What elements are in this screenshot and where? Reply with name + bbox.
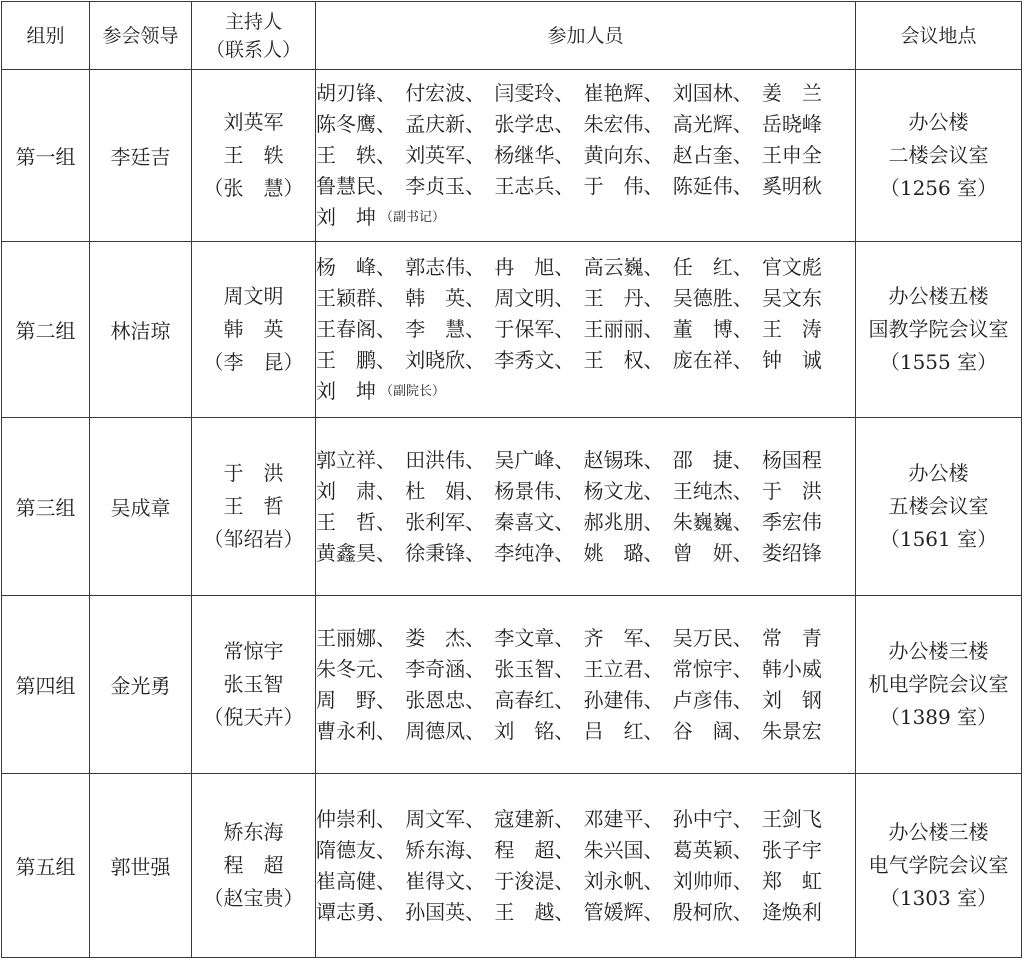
- participant-name: 曾 妍、: [672, 540, 753, 565]
- table-row: [2, 774, 1022, 958]
- participant-name: 娄绍锋: [761, 540, 822, 565]
- participant-name: 高光辉、: [672, 112, 753, 136]
- participant-line: [316, 140, 822, 171]
- table-body: [2, 70, 1022, 958]
- participant-name: 田洪伟、: [405, 447, 486, 472]
- participant-name: 刘 坤: [316, 205, 376, 229]
- participant-name: 王立君、: [583, 656, 664, 681]
- host-name: 程 超: [223, 853, 284, 877]
- participant-name: 王颖群、: [316, 286, 396, 310]
- location-line: （1389 室）: [879, 705, 998, 729]
- participant-name: 王 越、: [494, 899, 575, 924]
- host-name: 王 哲: [223, 494, 284, 518]
- participant-name: 孙建伟、: [583, 687, 664, 712]
- participant-name: 吕 红、: [583, 718, 664, 743]
- participant-name: 王 哲、: [316, 509, 396, 534]
- participant-name: 鲁慧民、: [316, 174, 396, 198]
- participant-name: 寇建新、: [494, 806, 575, 831]
- location-line: 办公楼五楼: [888, 284, 989, 308]
- participants-cell: [316, 774, 856, 958]
- participant-name: 崔艳辉、: [583, 81, 664, 105]
- participant-line: [316, 476, 822, 507]
- location-line: （1555 室）: [879, 350, 998, 374]
- participant-line: [316, 538, 822, 569]
- location-line: 办公楼三楼: [888, 820, 989, 844]
- leader-cell: 吴成章: [90, 418, 192, 596]
- participant-name: 庞在祥、: [672, 348, 753, 372]
- participant-name: 杨 峰、: [316, 255, 396, 279]
- participant-name: 王 轶、: [316, 143, 396, 167]
- participant-line: [316, 345, 822, 376]
- participant-name: 杜 娟、: [405, 478, 486, 503]
- participant-name: 王 涛: [761, 317, 822, 341]
- header-group: 组别: [2, 2, 90, 70]
- participant-name: 于 伟、: [583, 174, 664, 198]
- participant-name: 张利军、: [405, 509, 486, 534]
- table-row: [2, 70, 1022, 242]
- participant-name: 逄焕利: [761, 899, 822, 924]
- location-line: 国教学院会议室: [868, 317, 1009, 341]
- participant-name: 杨继华、: [494, 143, 575, 167]
- participant-name: 付宏波、: [405, 81, 486, 105]
- participant-name: 孙国英、: [405, 899, 486, 924]
- host-name: 于 洪: [223, 461, 284, 485]
- participant-name: 李秀文、: [494, 348, 575, 372]
- group-cell: 第一组: [2, 70, 90, 242]
- participant-name: 常惊宇、: [672, 656, 753, 681]
- participant-name: 娄 杰、: [405, 625, 486, 650]
- host-name: 周文明: [223, 284, 284, 308]
- participant-line: [316, 376, 822, 407]
- participant-name: 王申全: [761, 143, 822, 167]
- participant-name: 王丽娜、: [316, 625, 396, 650]
- location-cell: [856, 774, 1022, 958]
- participant-name: 周德凤、: [405, 718, 486, 743]
- location-line: （1256 室）: [879, 176, 998, 200]
- participant-name: 秦喜文、: [494, 509, 575, 534]
- participant-name: 郑 虹: [761, 868, 822, 893]
- participant-name: 张恩忠、: [405, 687, 486, 712]
- host-cell: [192, 70, 316, 242]
- location-cell: [856, 242, 1022, 418]
- participant-name: 朱巍巍、: [672, 509, 753, 534]
- participant-name: 周文军、: [405, 806, 486, 831]
- participants-cell: [316, 242, 856, 418]
- participant-name: 王志兵、: [494, 174, 575, 198]
- participant-name: 胡刃锋、: [316, 81, 396, 105]
- location-cell: [856, 596, 1022, 774]
- participant-name: 杨文龙、: [583, 478, 664, 503]
- participant-name: 隋德友、: [316, 837, 396, 862]
- participant-name: 陈冬鹰、: [316, 112, 396, 136]
- location-line: 机电学院会议室: [868, 672, 1009, 696]
- participant-name: 仲崇利、: [316, 806, 396, 831]
- participant-name: 崔高健、: [316, 868, 396, 893]
- participant-name: 刘国林、: [672, 81, 753, 105]
- participants-cell: [316, 418, 856, 596]
- participant-name: 矫东海、: [405, 837, 486, 862]
- participant-name: 董 博、: [672, 317, 753, 341]
- participant-name: 李贞玉、: [405, 174, 486, 198]
- meeting-group-table: [1, 1, 1022, 958]
- participant-name: 朱兴国、: [583, 837, 664, 862]
- participant-line: [316, 445, 822, 476]
- leader-cell: 李廷吉: [90, 70, 192, 242]
- participant-name: 谭志勇、: [316, 899, 396, 924]
- participant-note: （副书记）: [380, 210, 446, 225]
- leader-cell: 金光勇: [90, 596, 192, 774]
- participant-name: 刘英军、: [405, 143, 486, 167]
- participant-name: 徐秉锋、: [405, 540, 486, 565]
- participant-name: 程 超、: [494, 837, 575, 862]
- participant-note: （副院长）: [380, 384, 446, 399]
- host-cell: [192, 418, 316, 596]
- participant-name: 邵 捷、: [672, 447, 753, 472]
- participant-name: 周文明、: [494, 286, 575, 310]
- participant-name: 谷 阔、: [672, 718, 753, 743]
- contact-name: （邹绍岩）: [203, 527, 304, 551]
- location-line: 二楼会议室: [888, 143, 989, 167]
- participant-name: 李文章、: [494, 625, 575, 650]
- host-cell: [192, 774, 316, 958]
- host-name: 张玉智: [223, 672, 284, 696]
- table-row: [2, 242, 1022, 418]
- participant-line: [316, 804, 822, 835]
- participant-name: 朱景宏: [761, 718, 822, 743]
- host-cell: [192, 596, 316, 774]
- participant-line: [316, 835, 822, 866]
- participant-name: 常 青: [761, 625, 822, 650]
- participant-name: 韩小威: [761, 656, 822, 681]
- participant-name: 周 野、: [316, 687, 396, 712]
- participant-line: [316, 685, 822, 716]
- participant-name: 朱冬元、: [316, 656, 396, 681]
- location-line: （1303 室）: [879, 886, 998, 910]
- participant-line: [316, 171, 822, 202]
- participant-name: 殷柯欣、: [672, 899, 753, 924]
- participant-name: 刘 肃、: [316, 478, 396, 503]
- header-host: [192, 2, 316, 70]
- participant-name: 王 权、: [583, 348, 664, 372]
- header-host-label: 主持人: [224, 10, 282, 33]
- participant-name: 管媛辉、: [583, 899, 664, 924]
- participant-name: 刘 钢: [761, 687, 822, 712]
- location-line: 办公楼: [908, 461, 969, 485]
- participant-name: 姜 兰: [761, 81, 822, 105]
- participant-name: 于保军、: [494, 317, 575, 341]
- location-cell: [856, 418, 1022, 596]
- participant-name: 黄向东、: [583, 143, 664, 167]
- participant-name: 于 洪: [761, 478, 822, 503]
- header-row: [2, 2, 1022, 70]
- participant-name: 张玉智、: [494, 656, 575, 681]
- participant-name: 官文彪: [761, 255, 822, 279]
- participant-name: 赵占奎、: [672, 143, 753, 167]
- location-line: （1561 室）: [879, 527, 998, 551]
- participant-line: [316, 507, 822, 538]
- participant-line: [316, 716, 822, 747]
- participant-name: 孙中宁、: [672, 806, 753, 831]
- participant-name: 崔得文、: [405, 868, 486, 893]
- participant-name: 刘帅师、: [672, 868, 753, 893]
- group-cell: 第三组: [2, 418, 90, 596]
- participant-name: 刘永帆、: [583, 868, 664, 893]
- participant-name: 李奇涵、: [405, 656, 486, 681]
- participant-line: [316, 78, 822, 109]
- participant-name: 刘 坤: [316, 379, 376, 403]
- participant-name: 于浚湜、: [494, 868, 575, 893]
- participant-name: 齐 军、: [583, 625, 664, 650]
- participant-name: 杨景伟、: [494, 478, 575, 503]
- participant-name: 邓建平、: [583, 806, 664, 831]
- host-name: 韩 英: [223, 317, 284, 341]
- contact-name: （赵宝贵）: [203, 886, 304, 910]
- participant-name: 任 红、: [672, 255, 753, 279]
- participant-name: 葛英颖、: [672, 837, 753, 862]
- participant-line: [316, 897, 822, 928]
- participant-name: 吴德胜、: [672, 286, 753, 310]
- participant-line: [316, 202, 822, 233]
- participant-name: 王 鹏、: [316, 348, 396, 372]
- participant-name: 吴广峰、: [494, 447, 575, 472]
- table-row: [2, 418, 1022, 596]
- participant-name: 李纯净、: [494, 540, 575, 565]
- participant-line: [316, 623, 822, 654]
- participant-line: [316, 252, 822, 283]
- participant-name: 王丽丽、: [583, 317, 664, 341]
- participant-name: 高春红、: [494, 687, 575, 712]
- participant-name: 王剑飞: [761, 806, 822, 831]
- location-line: 五楼会议室: [888, 494, 989, 518]
- participant-name: 刘晓欣、: [405, 348, 486, 372]
- participant-name: 朱宏伟、: [583, 112, 664, 136]
- group-cell: 第五组: [2, 774, 90, 958]
- participant-line: [316, 109, 822, 140]
- participant-line: [316, 654, 822, 685]
- participant-name: 李 慧、: [405, 317, 486, 341]
- participants-cell: [316, 70, 856, 242]
- location-cell: [856, 70, 1022, 242]
- location-line: 办公楼三楼: [888, 639, 989, 663]
- participant-name: 张子宇: [761, 837, 822, 862]
- header-contact-label: （联系人）: [205, 38, 301, 61]
- participant-name: 吴文东: [761, 286, 822, 310]
- location-line: 办公楼: [908, 110, 969, 134]
- host-name: 矫东海: [223, 820, 284, 844]
- participant-name: 王春阁、: [316, 317, 396, 341]
- participant-name: 杨国程: [761, 447, 822, 472]
- participant-name: 曹永利、: [316, 718, 396, 743]
- header-participants: 参加人员: [316, 2, 856, 70]
- participant-name: 孟庆新、: [405, 112, 486, 136]
- participant-name: 高云巍、: [583, 255, 664, 279]
- leader-cell: 郭世强: [90, 774, 192, 958]
- participant-name: 郝兆朋、: [583, 509, 664, 534]
- participant-name: 岳晓峰: [761, 112, 822, 136]
- participant-name: 冉 旭、: [494, 255, 575, 279]
- participant-name: 季宏伟: [761, 509, 822, 534]
- participant-name: 韩 英、: [405, 286, 486, 310]
- participant-name: 黄鑫昊、: [316, 540, 396, 565]
- participant-name: 刘 铭、: [494, 718, 575, 743]
- participant-name: 王纯杰、: [672, 478, 753, 503]
- participant-name: 郭立祥、: [316, 447, 396, 472]
- table-row: [2, 596, 1022, 774]
- group-cell: 第四组: [2, 596, 90, 774]
- participant-name: 姚 璐、: [583, 540, 664, 565]
- header-leader: 参会领导: [90, 2, 192, 70]
- participant-name: 钟 诚: [761, 348, 822, 372]
- host-cell: [192, 242, 316, 418]
- contact-name: （倪天卉）: [203, 705, 304, 729]
- leader-cell: 林洁琼: [90, 242, 192, 418]
- participant-line: [316, 314, 822, 345]
- header-location: 会议地点: [856, 2, 1022, 70]
- participant-name: 奚明秋: [761, 174, 822, 198]
- participant-name: 闫雯玲、: [494, 81, 575, 105]
- participant-name: 吴万民、: [672, 625, 753, 650]
- participant-line: [316, 283, 822, 314]
- contact-name: （张 慧）: [203, 176, 304, 200]
- participant-name: 王 丹、: [583, 286, 664, 310]
- participant-name: 赵锡珠、: [583, 447, 664, 472]
- host-name: 王 轶: [223, 143, 284, 167]
- participant-line: [316, 866, 822, 897]
- participant-name: 郭志伟、: [405, 255, 486, 279]
- participant-name: 卢彦伟、: [672, 687, 753, 712]
- participant-name: 陈延伟、: [672, 174, 753, 198]
- group-cell: 第二组: [2, 242, 90, 418]
- host-name: 常惊宇: [223, 639, 284, 663]
- host-name: 刘英军: [223, 110, 284, 134]
- participants-cell: [316, 596, 856, 774]
- location-line: 电气学院会议室: [868, 853, 1009, 877]
- participant-name: 张学忠、: [494, 112, 575, 136]
- contact-name: （李 昆）: [203, 350, 304, 374]
